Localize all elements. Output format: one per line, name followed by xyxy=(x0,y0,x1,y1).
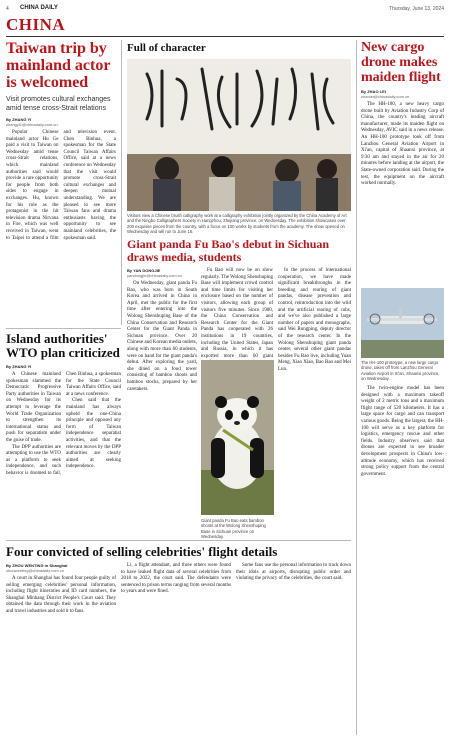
drone-caption: The HH-100 prototype, a new large cargo drone, takes off from Lanzhou General Aviation Airport in Xi'an, Shaanxi province, on Wednesday. xyxy=(361,360,440,382)
divider xyxy=(356,40,357,735)
divider xyxy=(6,328,121,329)
celebrity-body-text-1: A court in Shanghai has found four people guilty of selling emerging celebrities' personal information, including flight itineraries and ID card numbers, the Shanghai Minhang District People's Court said. They obtained the data through their work in the aviation and travel industries and sold it to fans. xyxy=(6,576,116,614)
drone-story-top xyxy=(361,40,444,285)
celebrity-body-3 xyxy=(236,563,351,741)
page-number: 4 xyxy=(6,6,9,12)
taiwan-body xyxy=(6,130,116,280)
panda-body-text-1: On Wednesday, giant panda Fu Bao, who was born in South Korea and arrived in China in April, met the public for the first time after entering into the Wolong Shenshuping Base of the China Conservation and Research Center for the Giant Panda in Sichuan province. Over 20 Chinese and Korean media outlets, along with more than 60 students, were on hand for the giant panda's debut. After exploring the yard, she dined on a food tower consisting of bamboo shoots and bamboo stocks, prepared by her caretakers. xyxy=(127,281,197,392)
panda-caption: Giant panda Fu Bao eats bamboo shoots at the Wolong Shenshuping Base in Sichuan province on Wednesday. xyxy=(201,518,266,540)
divider xyxy=(6,540,351,541)
celebrity-body-1 xyxy=(6,563,116,741)
island-byline: By ZHANG YI xyxy=(6,364,32,369)
drone-headline: New cargo drone makes maiden flight xyxy=(361,40,441,85)
panda-headline: Giant panda Fu Bao's debut in Sichuan draws media, students xyxy=(127,237,330,264)
taiwan-headline: Taiwan trip by mainland actor is welcomed xyxy=(6,40,111,91)
section-title: CHINA xyxy=(6,15,66,34)
celebrity-body-2 xyxy=(121,563,231,741)
island-headline: Island authorities' WTO plan criticized xyxy=(6,331,120,360)
island-body-text-1: A Chinese mainland spokesman slammed the Democratic Progressive Party authorities in Taiwan on Wednesday for its attempt to leverage the World Trade Organization to strengthen its international status and push for separatism under the guise of trade. xyxy=(6,372,61,443)
drone-body-2 xyxy=(361,386,444,741)
taiwan-deck: Visit promotes cultural exchanges amid tense cross-Strait relations xyxy=(6,96,111,112)
celebrity-body-text-3: Some fans use the personal information to track down their idols at airports, disrupting public order and violating the privacy of the celebrities, the court said. xyxy=(236,563,351,582)
photo-feature-heading: Full of character xyxy=(127,42,206,54)
island-body-text-2: The DPP authorities are attempting to use the WTO as a platform to seek independence, and such behavior is doomed to fail, Chen Binhua, a spokesman for the State Council Taiwan Affairs Office, said at a news conference. xyxy=(6,372,121,476)
panda-body-2 xyxy=(201,268,273,358)
panda-byline: By YAN DONGJIE xyxy=(127,268,161,273)
drone-byline: By ZHAO LEI xyxy=(361,89,386,94)
panda-photo xyxy=(201,360,274,515)
masthead xyxy=(6,4,444,14)
panda-body-1 xyxy=(127,281,197,536)
issue-date: Thursday, June 13, 2024 xyxy=(389,6,444,12)
drone-photo xyxy=(361,288,444,358)
island-body xyxy=(6,372,121,522)
drone-body-text-2: The twin-engine model has been designed with a maximum takeoff weight of 2 metric tons and a maximum flight range of 520 kilometers. It has a large space for cargo and can transport various goods. Being the largest, the HH-100 will serve as a key platform for logistics, emergency rescue and other fields. Industry observers said that drones are expected to see broader development prospects in China's low-altitude economy, which has received strong policy support from the central government. xyxy=(361,386,444,477)
header-rule xyxy=(6,36,444,37)
island-story xyxy=(6,332,121,537)
taiwan-body-text: Popular Chinese mainland actor Hu Ge paid a visit to Taiwan on Wednesday amid tense cross-Strait relations, which mainland authorities said would provide a rare opportunity for people from both sides to engage in exchanges. Hu, known for his role as the protagonist in the hit television drama Nirvana in Fire, which was well received in Taiwan, went to Taipei to attend a film and television event. Chen Binhua, a spokesman for the State Council Taiwan Affairs Office, said at a news conference on Wednesday that the visit would promote cross-Strait cultural exchanges and deepen mutual understanding. We are pleased to see more Taiwan fans and drama enthusiasts having the opportunity to see mainland celebrities, the spokesman said. xyxy=(6,130,116,241)
panda-body-text-3: In the process of international cooperation, we have made significant breakthroughs in the breeding and rearing of giant pandas, disease prevention and control, reintroduction into the wild and the artificial rearing of cubs, and we've also published a large number of papers and monographs, said Wei Rongping, deputy director of the research center. In the Wolong Shenshuping giant panda center, several other giant pandas besides Fu Bao live, including Yuan Meng, Xiao Xiao, Bao Bao and Mei Lun. xyxy=(278,268,351,372)
celebrity-body-text-2: Li, a flight attendant, and three others were found to have leaked flight data of several celebrities from 2018 to 2022, the court said. The defendants were sentenced to prison terms ranging from several months to years and were fined. xyxy=(121,563,231,595)
panda-byline-block xyxy=(127,268,197,280)
drone-email: zhaolei@chinadaily.com.cn xyxy=(361,94,410,99)
paper-name: CHINA DAILY xyxy=(20,5,58,11)
drone-body-text-1: The HH-100, a new heavy cargo drone built by Aviation Industry Corp of China, the country's leading aircraft manufacturer, made its maiden flight on Wednesday, AVIC said in a news release. An HH-100 prototype took off from Lanzhou General Aviation Airport in Xi'an, capital of Shaanxi province, at 9:30 am and stayed in the air for 20 minutes before landing at the airport, the State-owned corporation said. During the test, the equipment on the aircraft worked normally. xyxy=(361,102,444,187)
celebrity-email: zhouwenting@chinadaily.com.cn xyxy=(6,568,65,573)
panda-email: yandongjie@chinadaily.com.cn xyxy=(127,273,182,278)
taiwan-story xyxy=(6,40,116,325)
panda-body-3 xyxy=(278,268,351,536)
celebrity-body-wrap-1 xyxy=(6,576,116,616)
panda-body-text-2: Fu Bao will now be on show regularly. The Wolong Shenshuping Base will implement crowd control and time limits for visiting her enclosure based on the number of visitors, allowing each group of visitors five minutes. Since 1980, the China Conservation and Research Center for the Giant Panda has cooperated with 26 institutions in 19 countries, including the United States, Japan and Russia, in which it has exported more than 60 giant xyxy=(201,268,273,359)
divider xyxy=(121,40,122,325)
panda-headline-block xyxy=(127,238,351,266)
drone-body-wrap-1 xyxy=(361,102,444,188)
photo-feature-title xyxy=(127,42,247,58)
celebrity-headline-block xyxy=(6,544,351,560)
calligraphy-photo xyxy=(127,59,351,211)
calligraphy-caption: Visitors view a Chinese brush calligraphy work at a calligraphy exhibition jointly organized by the China Academy of Art and the Ningbo Calligraphers Society in Hangzhou, Zhejiang province, on Wednesday. The exhibition showcases over 200 exquisite pieces from the country, with a focus on 100 works by students from the academy. The show opened on Wednesday and will run to June 16. xyxy=(127,213,347,235)
celebrity-headline: Four convicted of selling celebrities' flight details xyxy=(6,544,278,559)
taiwan-byline: By ZHANG YI xyxy=(6,117,32,122)
island-body-text-3: Chen said that the mainland has always upheld the one-China principle and opposed any form of Taiwan independence separatist activities, and that the relevant moves by the DPP authorities are clearly aimed at seeking independence. xyxy=(66,398,121,470)
taiwan-email: zhangyi1@chinadaily.com.cn xyxy=(6,122,58,127)
celebrity-byline: By ZHOU WENTING in Shanghai xyxy=(6,563,68,568)
